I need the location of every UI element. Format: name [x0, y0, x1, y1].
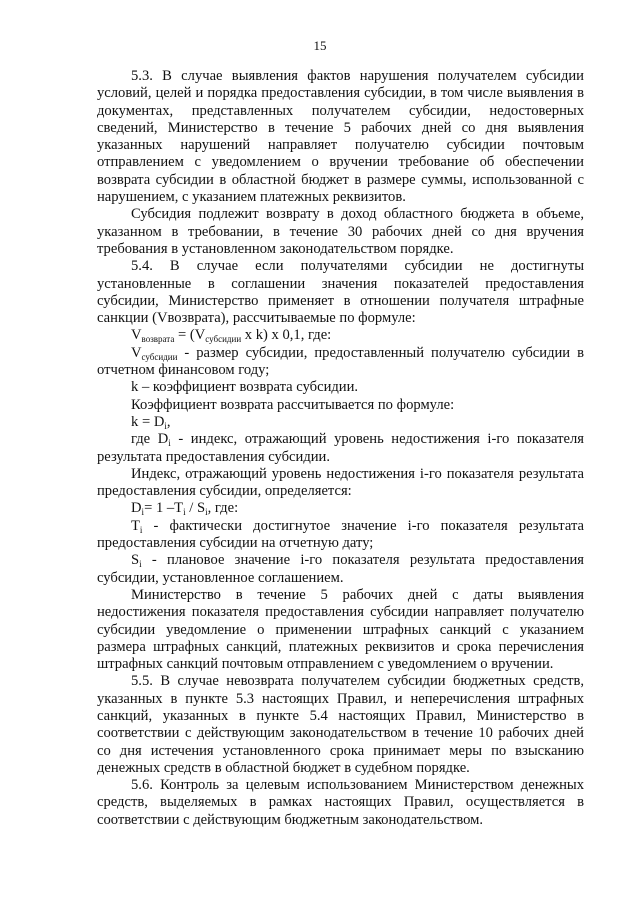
page-number: 15	[313, 38, 327, 53]
index-intro: Индекс, отражающий уровень недостижения i-го показателя результата предоставления субсидии, определяется:	[97, 465, 584, 500]
definition-k: k – коэффициент возврата субсидии.	[131, 379, 359, 396]
definition-s: $S_i$ - плановое значение i-го показателя результата предоставления субсидии, установленное соглашением.	[97, 552, 584, 586]
paragraph-5-5: 5.5. В случае невозврата получателем субсидии бюджетных средств, указанных в пункте 5.3 настоящих Правил, и неперечисления штрафных санкций, указанных в пункте 5.4 настоящих Правил, Министерство в соответствии с действующим законодательством в течение 10 рабочих дней со дня истечения установленного срока принимает меры по взысканию денежных средств в областной бюджет в судебном порядке.	[97, 673, 584, 776]
definition-v-subsidy: $V_{субсидии}$ - размер субсидии, предоставленный получателю субсидии в отчетном финансовом году;	[97, 344, 584, 379]
definition-d-index: где $D_i$ - индекс, отражающий уровень недостижения i-го показателя результата предоставления субсидии.	[97, 431, 584, 465]
paragraph-5-6: 5.6. Контроль за целевым использованием Министерством денежных средств, выделяемых в рамках настоящих Правил, осуществляется в соответствии с действующим бюджетным законодательством.	[97, 777, 584, 828]
document-body	[97, 68, 584, 829]
formula-penalty: $V_{возврата} = (V_{субсидии}$ x k) x 0,1, где:	[131, 327, 332, 345]
paragraph-5-3: 5.3. В случае выявления фактов нарушения получателем субсидии условий, целей и порядка предоставления субсидии, в том числе выявления в документах, представленных получателем субсидии, недостоверных сведений, Министерство в течение 5 рабочих дней со дня выявления указанных нарушений направляет получателю субсидии почтовым отправлением с уведомлением о вручении требование об обеспечении возврата субсидии в областной бюджет в размере суммы, использованной с нарушением, с указанием платежных реквизитов.	[97, 68, 584, 206]
formula-coefficient: $k = D_i$,	[131, 413, 171, 431]
paragraph-refund: Субсидия подлежит возврату в доход областного бюджета в объеме, указанном в требовании, в течение 30 рабочих дней со дня вручения требования в установленном законодательством порядке.	[97, 206, 584, 257]
definition-t: $T_i$ - фактически достигнутое значение i-го показателя результата предоставления субсидии на отчетную дату;	[97, 517, 584, 552]
paragraph-5-4: 5.4. В случае если получателями субсидии не достигнуты установленные в соглашении значения показателей предоставления субсидии, Министерство применяет в отношении получателя штрафные санкции (Vвозврата), рассчитываемые по формуле:	[97, 258, 584, 327]
paragraph-penalty-notice: Министерство в течение 5 рабочих дней с даты выявления недостижения показателя предоставления субсидии направляет получателю субсидии уведомление о применении штрафных санкций с указанием размера штрафных санкций, платежных реквизитов и срока перечисления штрафных санкций почтовым отправлением с уведомлением о вручении.	[97, 586, 584, 673]
formula-index: $D_i= 1$ $-T_i / S_i$, где:	[131, 500, 239, 518]
coefficient-intro: Коэффициент возврата рассчитывается по формуле:	[131, 396, 455, 413]
